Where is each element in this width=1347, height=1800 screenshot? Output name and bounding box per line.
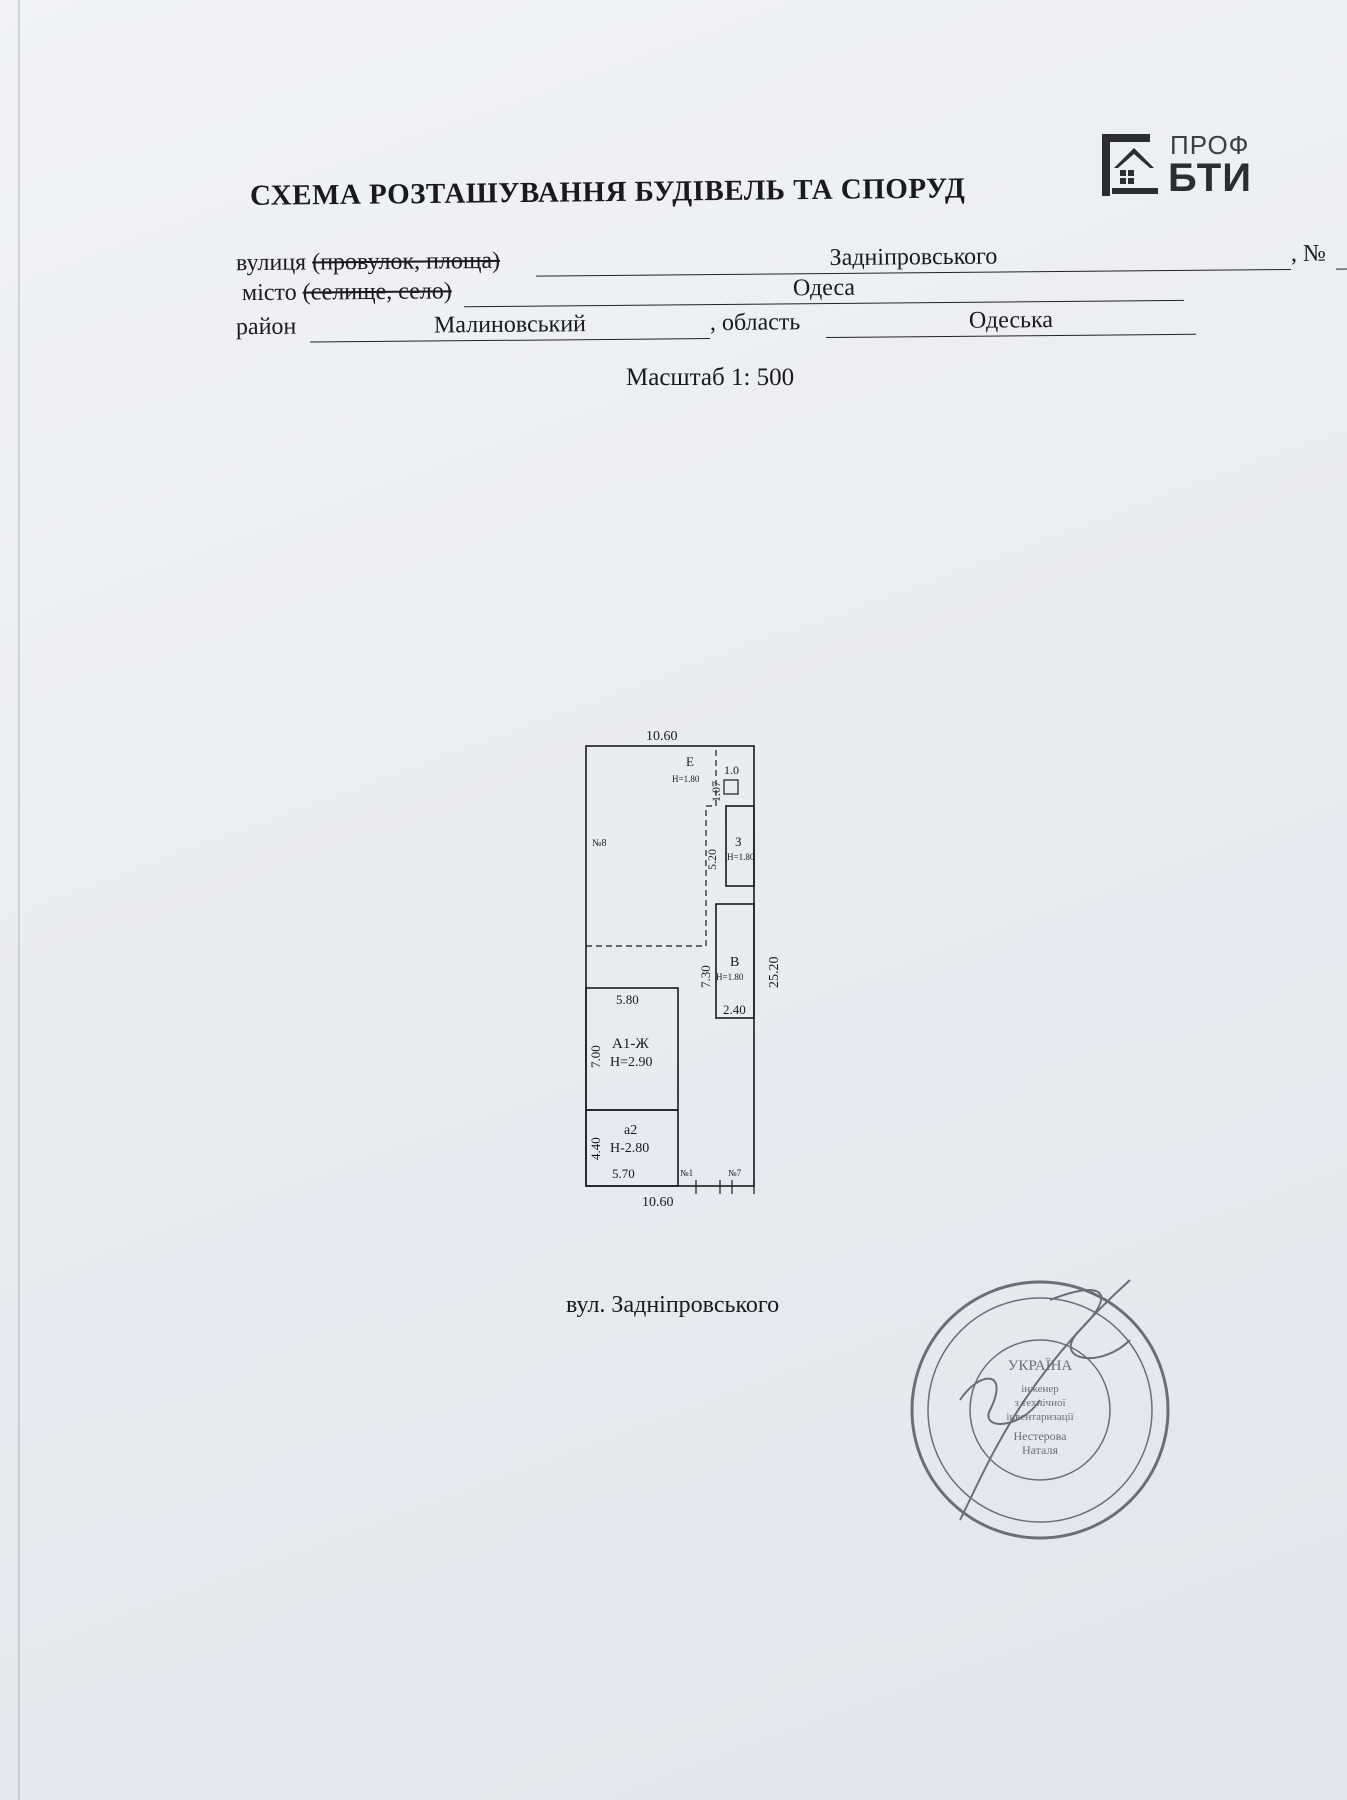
bottom-width-dim: 10.60 bbox=[642, 1195, 674, 1210]
building-v-letter: В bbox=[730, 955, 740, 970]
small-square-dim: 1.0 bbox=[724, 763, 739, 777]
a1-depth-dim: 7.00 bbox=[588, 1045, 603, 1068]
top-width-dim: 10.60 bbox=[646, 729, 678, 744]
street-value: Задніпровського bbox=[536, 241, 1291, 277]
district-value: Малиновський bbox=[310, 310, 710, 342]
building-a2-letter: а2 bbox=[624, 1123, 638, 1138]
site-plan-drawing bbox=[560, 710, 820, 1210]
official-stamp bbox=[900, 1260, 1200, 1560]
stamp-center-text: УКРАЇНА bbox=[1007, 1358, 1073, 1374]
stamp-line-4: Нестерова bbox=[1013, 1429, 1067, 1443]
dim-1-07: 1.07 bbox=[709, 781, 723, 802]
gate-7-label: №7 bbox=[728, 1168, 742, 1178]
logo-text-bti: БТИ bbox=[1168, 156, 1252, 200]
dim-7-30: 7.30 bbox=[698, 965, 713, 988]
logo-text-prof: ПРОФ bbox=[1170, 130, 1250, 160]
building-z-height: Н=1.80 bbox=[727, 852, 755, 862]
gate-1-label: №1 bbox=[680, 1168, 694, 1178]
building-a1-letter: А1-Ж bbox=[612, 1036, 649, 1052]
stamp-line-1: інженер bbox=[1021, 1383, 1059, 1395]
document-title: СХЕМА РОЗТАШУВАННЯ БУДІВЕЛЬ ТА СПОРУД bbox=[249, 172, 966, 212]
building-z-letter: З bbox=[735, 834, 742, 849]
right-length-dim: 25.20 bbox=[767, 956, 782, 988]
building-a1-height: Н=2.90 bbox=[610, 1055, 653, 1070]
a2-width-dim: 5.70 bbox=[612, 1166, 635, 1181]
plot-number-label: №8 bbox=[592, 838, 607, 849]
site-plan bbox=[560, 710, 820, 1210]
small-structure bbox=[724, 780, 738, 794]
city-value: Одеса bbox=[464, 272, 1184, 307]
street-struck-options: (провулок, площа) bbox=[312, 247, 501, 276]
building-v-height: Н=1.80 bbox=[716, 972, 744, 982]
a2-depth-dim: 4.40 bbox=[588, 1137, 603, 1160]
street-caption: вул. Задніпровського bbox=[566, 1292, 780, 1318]
a1-width-dim: 5.80 bbox=[616, 992, 639, 1007]
stamp-line-2: з технічної bbox=[1014, 1397, 1066, 1409]
prof-bti-logo bbox=[1100, 128, 1260, 200]
plot-outline bbox=[586, 746, 754, 1186]
dim-2-40: 2.40 bbox=[723, 1002, 746, 1017]
number-label: , № bbox=[1290, 240, 1326, 267]
scale-label: Масштаб 1: 500 bbox=[626, 364, 795, 391]
region-value: Одеська bbox=[826, 306, 1196, 338]
street-label: вулиця bbox=[235, 249, 307, 277]
stamp-line-5: Наталя bbox=[1021, 1443, 1059, 1457]
city-label: місто bbox=[241, 279, 297, 307]
building-a2-height: Н-2.80 bbox=[610, 1141, 650, 1156]
region-label: , область bbox=[709, 309, 801, 337]
stamp-line-3: інвентаризації bbox=[1006, 1411, 1074, 1423]
round-seal-icon bbox=[900, 1260, 1200, 1560]
building-e-letter: Е bbox=[686, 754, 694, 769]
district-label: район bbox=[235, 313, 297, 341]
building-e-height: Н=1.80 bbox=[672, 774, 700, 784]
city-struck-options: (селище, село) bbox=[302, 278, 452, 306]
house-logo-icon bbox=[1100, 128, 1166, 200]
dim-5-20: 5.20 bbox=[705, 849, 719, 870]
number-value bbox=[1336, 240, 1347, 270]
district-line bbox=[236, 306, 1196, 346]
